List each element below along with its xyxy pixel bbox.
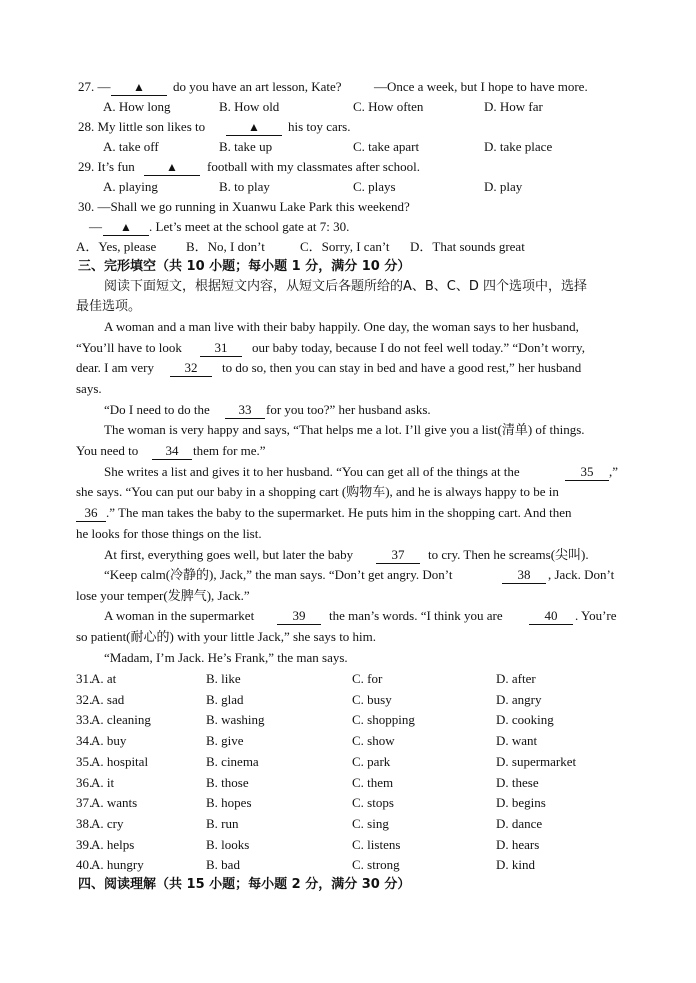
choice-number: 35. (76, 753, 93, 769)
passage-line (0, 317, 696, 337)
choice-option-b: B. glad (206, 691, 244, 707)
choice-option-d: D. begins (496, 795, 546, 811)
instruction-text: 阅读下面短文，根据短文内容，从短文后各题所给的A、B、C、D 四个选项中，选择 (104, 279, 588, 294)
passage-text: You need to (76, 443, 139, 458)
blank-37: 37 (376, 547, 420, 564)
passage-text: “You’ll have to look (76, 340, 182, 355)
choice-option-a: A. it (91, 774, 115, 790)
choice-row (0, 793, 696, 813)
choice-option-a: A. buy (91, 733, 127, 749)
choice-option-b: B. looks (206, 836, 250, 852)
passage-text: “Do I need to do the (104, 402, 210, 417)
passage-text: A woman and a man live with their baby happily. One day, the woman says to her husband, (104, 319, 579, 334)
choice-number: 38. (76, 815, 93, 831)
choice-option-c: C. listens (352, 836, 401, 852)
passage-line (0, 606, 696, 626)
answer-blank (111, 79, 167, 96)
option-d: D. take place (484, 139, 553, 154)
choice-option-d: D. dance (496, 815, 543, 831)
choice-option-a: A. helps (91, 836, 135, 852)
choice-row (0, 669, 696, 689)
passage-line (0, 545, 696, 565)
choice-row (0, 690, 696, 710)
passage-text: the man’s words. “I think you are (329, 608, 503, 623)
q30-rest: . Let’s meet at the school gate at 7: 30. (149, 219, 350, 234)
choice-option-a: A. wants (91, 795, 138, 811)
triangle-marker: ▲ (120, 220, 132, 234)
choice-option-b: B. hopes (206, 795, 252, 811)
passage-text: .” The man takes the baby to the supermarket. He puts him in the shopping cart. And then (106, 505, 572, 520)
triangle-marker: ▲ (248, 120, 260, 134)
option-a: A. How long (103, 99, 171, 114)
choice-option-d: D. these (496, 774, 539, 790)
choice-option-c: C. stops (352, 795, 394, 811)
choice-option-b: B. give (206, 733, 244, 749)
passage-line (0, 441, 696, 461)
choice-option-a: A. hospital (91, 753, 149, 769)
q30-response (0, 217, 696, 237)
section-title: 三、完形填空（共 10 小题；每小题 1 分，满分 10 分） (78, 259, 411, 274)
choice-number: 33. (76, 712, 93, 728)
blank-32: 32 (170, 360, 212, 377)
choice-number: 36. (76, 774, 93, 790)
passage-text: lose your temper(发脾气), Jack.” (76, 588, 250, 603)
instruction-text: 最佳选项。 (76, 299, 142, 314)
question-30 (0, 197, 696, 217)
option-a: A. playing (103, 179, 158, 194)
option-c: C. take apart (353, 139, 420, 154)
choice-option-c: C. busy (352, 691, 392, 707)
section-3-instruction-2 (0, 297, 696, 317)
section-3-instruction (0, 277, 696, 297)
q30-dash: — (89, 219, 102, 234)
choice-option-b: B. those (206, 774, 249, 790)
answer-blank (103, 219, 149, 236)
answer-blank (226, 119, 282, 136)
q29-number: 29. It’s fun (78, 159, 135, 174)
option-b: B. How old (219, 99, 280, 114)
passage-text: At first, everything goes well, but later the baby (104, 547, 354, 562)
q29-text: football with my classmates after school. (207, 159, 421, 174)
section-4-heading (0, 875, 696, 895)
choice-option-a: A. sad (91, 691, 125, 707)
q27-options (0, 97, 696, 117)
passage-line (0, 379, 696, 399)
choice-option-d: D. want (496, 733, 538, 749)
passage-text: to cry. Then he screams(尖叫). (428, 547, 589, 562)
choice-row (0, 814, 696, 834)
choice-option-d: D. cooking (496, 712, 554, 728)
passage-line (0, 565, 696, 585)
option-c: C. plays (353, 179, 396, 194)
passage-text: so patient(耐心的) with your little Jack,” she says to him. (76, 629, 377, 644)
q28-text: his toy cars. (288, 119, 351, 134)
q30-options (0, 237, 696, 257)
blank-38: 38 (502, 567, 546, 584)
choice-row (0, 773, 696, 793)
option-b: B. to play (219, 179, 270, 194)
passage-text: “Keep calm(冷静的), Jack,” the man says. “Don’t get angry. Don’t (104, 567, 453, 582)
choice-option-a: A. cleaning (91, 712, 151, 728)
choice-number: 39. (76, 836, 93, 852)
choice-option-c: C. sing (352, 815, 389, 831)
option-d: D. play (484, 179, 523, 194)
q27-text: do you have an art lesson, Kate? (173, 79, 342, 94)
choice-option-b: B. bad (206, 857, 240, 873)
option-d: D．That sounds great (410, 239, 525, 254)
passage-text: he looks for those things on the list. (76, 526, 262, 541)
passage-line (0, 627, 696, 647)
passage-text: , Jack. Don’t (548, 567, 615, 582)
choice-option-c: C. park (352, 753, 391, 769)
passage-line (0, 648, 696, 668)
passage-text: ,” (609, 464, 619, 479)
choice-option-d: D. supermarket (496, 753, 577, 769)
blank-33: 33 (225, 402, 265, 419)
choice-option-c: C. for (352, 671, 383, 686)
q27-reply: —Once a week, but I hope to have more. (374, 79, 588, 94)
passage-line (0, 400, 696, 420)
choice-option-c: C. strong (352, 857, 400, 873)
passage-line (0, 462, 696, 482)
passage-text: She writes a list and gives it to her husband. “You can get all of the things at the (104, 464, 520, 479)
q27-number: 27. — (78, 79, 111, 94)
option-b: B. take up (219, 139, 273, 154)
q28-options (0, 137, 696, 157)
section-3-heading (0, 257, 696, 277)
passage-line (0, 524, 696, 544)
passage-line (0, 338, 696, 358)
choice-option-b: B. washing (206, 712, 265, 728)
q28-number: 28. My little son likes to (78, 119, 206, 134)
passage-text: The woman is very happy and says, “That helps me a lot. I’ll give you a list(清单) of things. (104, 422, 585, 437)
choice-option-a: A. hungry (91, 857, 144, 873)
option-d: D. How far (484, 99, 543, 114)
choice-row (0, 855, 696, 875)
choice-row (0, 731, 696, 751)
passage-text: . You’re (575, 608, 617, 623)
choice-option-b: B. like (206, 671, 241, 686)
passage-line (0, 503, 696, 523)
blank-40: 40 (529, 608, 573, 625)
choice-option-d: D. angry (496, 691, 542, 707)
passage-text: A woman in the supermarket (104, 608, 255, 623)
choice-number: 32. (76, 691, 93, 707)
choice-option-c: C. show (352, 733, 395, 749)
choice-option-c: C. shopping (352, 712, 415, 728)
passage-text: she says. “You can put our baby in a shopping cart (购物车), and he is always happy to be in (76, 484, 559, 499)
option-a: A．Yes, please (76, 239, 157, 254)
question-29 (0, 157, 696, 177)
question-27 (0, 77, 696, 97)
passage-line (0, 586, 696, 606)
passage-text: for you too?” her husband asks. (266, 402, 431, 417)
choice-option-d: D. hears (496, 836, 540, 852)
blank-31: 31 (200, 340, 242, 357)
passage-text: them for me.” (193, 443, 266, 458)
passage-line (0, 358, 696, 378)
question-28 (0, 117, 696, 137)
option-b: B．No, I don’t (186, 239, 265, 254)
passage-line (0, 420, 696, 440)
blank-34: 34 (152, 443, 192, 460)
choice-row (0, 710, 696, 730)
choice-number: 31. (76, 671, 93, 686)
option-c: C．Sorry, I can’t (300, 239, 390, 254)
choice-row (0, 835, 696, 855)
passage-text: “Madam, I’m Jack. He’s Frank,” the man says. (104, 650, 348, 665)
blank-36: 36 (76, 505, 106, 522)
option-a: A. take off (103, 139, 159, 154)
passage-line (0, 482, 696, 502)
passage-text: to do so, then you can stay in bed and have a good rest,” her husband (222, 360, 582, 375)
choice-option-d: D. kind (496, 857, 535, 873)
choice-option-d: D. after (496, 671, 536, 686)
choice-number: 37. (76, 795, 93, 811)
blank-35: 35 (565, 464, 609, 481)
triangle-marker: ▲ (166, 160, 178, 174)
choice-number: 40. (76, 857, 93, 873)
passage-text: says. (76, 381, 102, 396)
choice-option-a: A. cry (91, 815, 124, 831)
choice-option-c: C. them (352, 774, 394, 790)
choice-option-a: A. at (91, 671, 117, 686)
option-c: C. How often (353, 99, 424, 114)
q30-text: 30. —Shall we go running in Xuanwu Lake Park this weekend? (78, 199, 410, 214)
blank-39: 39 (277, 608, 321, 625)
choice-option-b: B. run (206, 815, 239, 831)
q29-options (0, 177, 696, 197)
passage-text: our baby today, because I do not feel well today.” “Don’t worry, (252, 340, 585, 355)
triangle-marker: ▲ (133, 80, 145, 94)
passage-text: dear. I am very (76, 360, 154, 375)
section-title: 四、阅读理解（共 15 小题；每小题 2 分，满分 30 分） (78, 877, 411, 892)
choice-number: 34. (76, 733, 93, 749)
choice-option-b: B. cinema (206, 753, 259, 769)
choice-row (0, 752, 696, 772)
answer-blank (144, 159, 200, 176)
